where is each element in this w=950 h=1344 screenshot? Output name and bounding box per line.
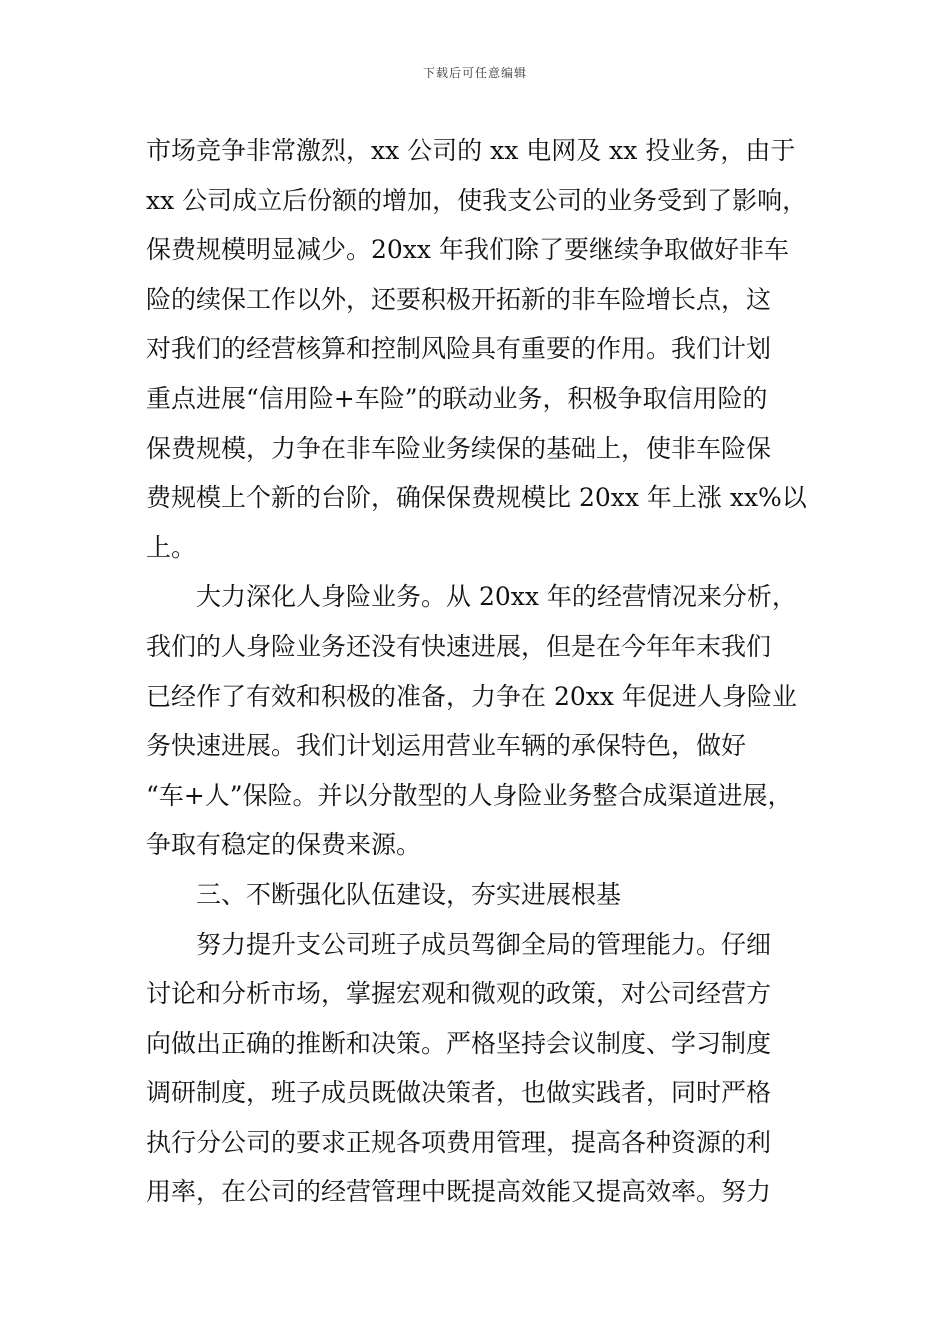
text-line: 已经作了有效和积极的准备，力争在 20xx 年促进人身险业 xyxy=(146,681,797,711)
section-heading xyxy=(146,870,810,920)
text-line: 险的续保工作以外，还要积极开拓新的非车险增长点，这 xyxy=(146,284,772,314)
paragraph-management-capability xyxy=(146,920,810,1218)
text-line: 重点进展“信用险+车险”的联动业务，积极争取信用险的 xyxy=(146,383,768,413)
text-line: 努力提升支公司班子成员驾御全局的管理能力。仔细 xyxy=(196,929,772,959)
text-line: 向做出正确的推断和决策。严格坚持会议制度、学习制度 xyxy=(146,1028,772,1058)
text-line: 讨论和分析市场，掌握宏观和微观的政策，对公司经营方 xyxy=(146,979,772,1009)
page-header: 下载后可任意编辑 xyxy=(422,66,527,80)
text-line: 执行分公司的要求正规各项费用管理，提高各种资源的利 xyxy=(146,1127,772,1157)
text-line: “车+人”保险。并以分散型的人身险业务整合成渠道进展， xyxy=(146,780,793,810)
text-line: 争取有稳定的保费来源。 xyxy=(146,830,422,860)
text-line: 调研制度，班子成员既做决策者，也做实践者，同时严格 xyxy=(146,1078,772,1108)
text-line: 费规模上个新的台阶，确保保费规模比 20xx 年上涨 xx%以 xyxy=(146,483,807,513)
text-line: 上。 xyxy=(146,532,197,562)
section-heading-text: 三、不断强化队伍建设，夯实进展根基 xyxy=(196,879,622,909)
text-line: 大力深化人身险业务。从 20xx 年的经营情况来分析， xyxy=(196,582,797,612)
paragraph-personal-insurance xyxy=(146,572,810,870)
document-body xyxy=(146,126,810,1217)
text-line: 用率，在公司的经营管理中既提高效能又提高效率。努力 xyxy=(146,1177,772,1207)
text-line: 对我们的经营核算和控制风险具有重要的作用。我们计划 xyxy=(146,334,772,364)
text-line: 务快速进展。我们计划运用营业车辆的承保特色，做好 xyxy=(146,731,747,761)
text-line: xx 公司成立后份额的增加，使我支公司的业务受到了影响， xyxy=(146,185,808,215)
text-line: 保费规模明显减少。20xx 年我们除了要继续争取做好非车 xyxy=(146,235,789,265)
paragraph-market-competition xyxy=(146,126,810,572)
text-line: 我们的人身险业务还没有快速进展，但是在今年年末我们 xyxy=(146,631,772,661)
text-line: 市场竞争非常激烈，xx 公司的 xx 电网及 xx 投业务，由于 xyxy=(146,136,796,165)
text-line: 保费规模，力争在非车险业务续保的基础上，使非车险保 xyxy=(146,433,772,463)
